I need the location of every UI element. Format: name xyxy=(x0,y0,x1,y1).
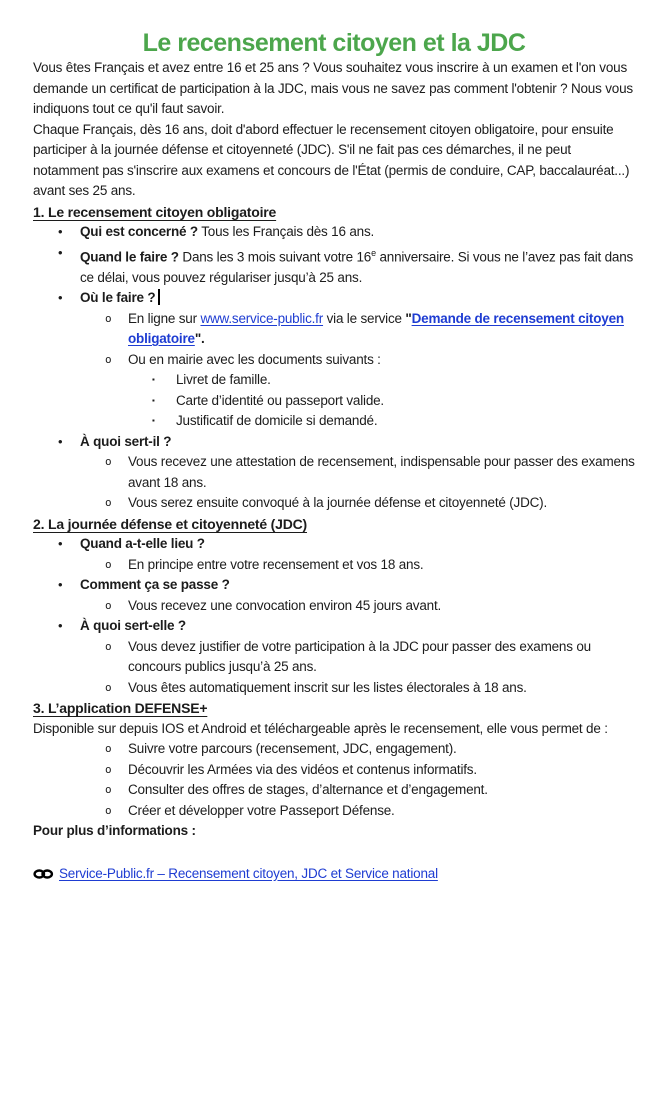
list-item-text: Découvrir les Armées via des vidéos et contenus informatifs. xyxy=(128,761,477,777)
list-item-mairie xyxy=(105,350,635,371)
text-before-link: En ligne sur xyxy=(128,310,201,326)
list-item-text: Justificatif de domicile si demandé. xyxy=(176,413,378,428)
question-label: À quoi sert-elle ? xyxy=(80,618,186,633)
list-item-convocation-jdc xyxy=(105,493,635,514)
list-item-attestation xyxy=(105,452,635,493)
list-item-text xyxy=(128,309,635,350)
question-label: Quand a-t-elle lieu ? xyxy=(80,536,205,551)
question-label: Où le faire ? xyxy=(80,290,156,305)
list-item-text xyxy=(80,288,635,309)
section-3-intro: Disponible sur depuis IOS et Android et téléchargeable après le recensement, elle vous permet de : xyxy=(33,720,608,736)
list-item-text: Vous recevez une attestation de recensement, indispensable pour passer des examens avant 18 ans. xyxy=(128,454,635,490)
text-between-links: via le service xyxy=(323,310,406,326)
list-item-when xyxy=(58,243,635,289)
list-item-text xyxy=(80,432,635,453)
list-item-listes-electorales xyxy=(105,678,635,699)
circle-marker-icon: o xyxy=(105,352,112,366)
list-item-passeport xyxy=(105,801,635,822)
footer-link-row xyxy=(33,864,635,885)
circle-marker-icon: o xyxy=(105,598,112,612)
list-item-text: Livret de famille. xyxy=(176,372,271,387)
section-3-list xyxy=(33,739,635,821)
list-item-purpose xyxy=(58,432,635,453)
question-label: À quoi sert-il ? xyxy=(80,433,172,449)
list-item-doc-justificatif xyxy=(152,411,635,432)
list-item-text: Vous recevez une convocation environ 45 jours avant. xyxy=(128,597,442,613)
service-public-footer-link[interactable]: Service-Public.fr – Recensement citoyen, JDC et Service national xyxy=(59,865,438,881)
more-info-label: Pour plus d’informations : xyxy=(33,823,196,838)
circle-marker-icon: o xyxy=(105,783,112,796)
circle-marker-icon: o xyxy=(105,557,112,571)
list-item-text: Vous devez justifier de votre participation à la JDC pour passer des examens ou concours publics jusqu’à 25 ans. xyxy=(128,638,591,674)
circle-marker-icon: o xyxy=(105,496,112,509)
demande-recensement-link[interactable]: Demande de recensement citoyen obligatoire xyxy=(128,310,624,346)
bullet-marker-icon: • xyxy=(58,290,63,305)
circle-marker-icon: o xyxy=(105,680,112,694)
bullet-marker-icon: • xyxy=(58,244,63,260)
intro-paragraph-1: Vous êtes Français et avez entre 16 et 25 ans ? Vous souhaitez vous inscrire à un examen et l'on vous demande un certificat de participation à la JDC, mais vous ne savez pas comment l'obtenir ? Nous vous indiquons tout ce qu'il faut savoir. xyxy=(33,60,633,116)
list-item-text xyxy=(80,575,635,596)
document-page xyxy=(0,28,668,884)
list-item-purpose-jdc xyxy=(58,616,635,637)
list-item-when-jdc xyxy=(58,534,635,555)
circle-marker-icon: o xyxy=(105,311,112,325)
bullet-marker-icon: • xyxy=(58,577,63,592)
document-title: Le recensement citoyen et la JDC xyxy=(142,29,526,57)
question-label: Quand le faire ? xyxy=(80,249,179,264)
answer-text-a: Dans les 3 mois suivant votre 16 xyxy=(182,249,372,264)
close-quote: ". xyxy=(194,331,205,346)
circle-marker-icon: o xyxy=(105,762,112,776)
list-item-text xyxy=(80,534,635,555)
question-label: Qui est concerné ? xyxy=(80,224,198,239)
bullet-marker-icon: • xyxy=(58,224,63,239)
list-item-doc-carte xyxy=(152,391,635,412)
section-1-heading: 1. Le recensement citoyen obligatoire xyxy=(33,203,277,220)
hyperlink-chain-icon xyxy=(33,868,54,880)
list-item-convocation-delai xyxy=(105,596,635,617)
circle-marker-icon: o xyxy=(105,455,112,468)
list-item-text: Suivre votre parcours (recensement, JDC, engagement). xyxy=(128,741,457,756)
answer-text: Tous les Français dès 16 ans. xyxy=(201,224,375,239)
circle-marker-icon: o xyxy=(105,803,112,817)
list-item-text: Consulter des offres de stages, d’alternance et d’engagement. xyxy=(128,782,488,797)
square-marker-icon: ▪ xyxy=(152,375,155,384)
list-item-text: Créer et développer votre Passeport Défense. xyxy=(128,802,395,818)
bullet-marker-icon: • xyxy=(58,536,63,551)
text-cursor xyxy=(158,289,160,305)
circle-marker-icon: o xyxy=(105,742,112,755)
list-item-doc-livret xyxy=(152,370,635,391)
open-quote: " xyxy=(405,310,412,326)
list-item-text: Vous serez ensuite convoqué à la journée défense et citoyenneté (JDC). xyxy=(128,495,548,510)
list-item-who xyxy=(58,222,635,243)
square-marker-icon: ▪ xyxy=(152,395,155,405)
answer-text-b: anniversaire. Si vous ne l’avez pas fait dans ce délai, vous pouvez régulariser jusqu’à 25 ans. xyxy=(80,249,634,285)
section-2-heading: 2. La journée défense et citoyenneté (JDC) xyxy=(33,515,308,532)
list-item-text: Ou en mairie avec les documents suivants : xyxy=(128,351,381,367)
square-marker-icon: ▪ xyxy=(152,416,155,425)
list-item-text xyxy=(80,243,635,289)
bullet-marker-icon: • xyxy=(58,433,63,449)
list-item-text xyxy=(80,616,635,637)
list-item-justifier xyxy=(105,637,635,678)
section-3-heading: 3. L’application DEFENSE+ xyxy=(33,700,208,716)
service-public-url-link[interactable]: www.service-public.fr xyxy=(200,310,324,326)
list-item-principe xyxy=(105,555,635,576)
list-item-offres xyxy=(105,780,635,801)
list-item-where xyxy=(58,288,635,309)
list-item-text: Vous êtes automatiquement inscrit sur les listes électorales à 18 ans. xyxy=(128,679,527,695)
list-item-text: Carte d’identité ou passeport valide. xyxy=(176,392,384,408)
list-item-text: En principe entre votre recensement et vos 18 ans. xyxy=(128,556,424,572)
list-item-parcours xyxy=(105,739,635,760)
section-2-list xyxy=(33,534,635,698)
question-label: Comment ça se passe ? xyxy=(80,577,230,592)
list-item-text xyxy=(80,222,635,243)
list-item-online xyxy=(105,309,635,350)
section-1-list xyxy=(33,222,635,514)
list-item-armees xyxy=(105,760,635,781)
bullet-marker-icon: • xyxy=(58,618,63,633)
intro-paragraph-2: Chaque Français, dès 16 ans, doit d'abord effectuer le recensement citoyen obligatoire, pour ensuite participer à la journée défense et citoyenneté (JDC). S'il ne fait pas ces démarches, il ne peut notamment pas s'inscrire aux examens et concours de l'État (permis de conduire, CAP, baccalauréat...) avant ses 25 ans. xyxy=(33,121,630,198)
circle-marker-icon: o xyxy=(105,639,112,653)
ordinal-superscript: e xyxy=(371,247,376,258)
list-item-how-jdc xyxy=(58,575,635,596)
